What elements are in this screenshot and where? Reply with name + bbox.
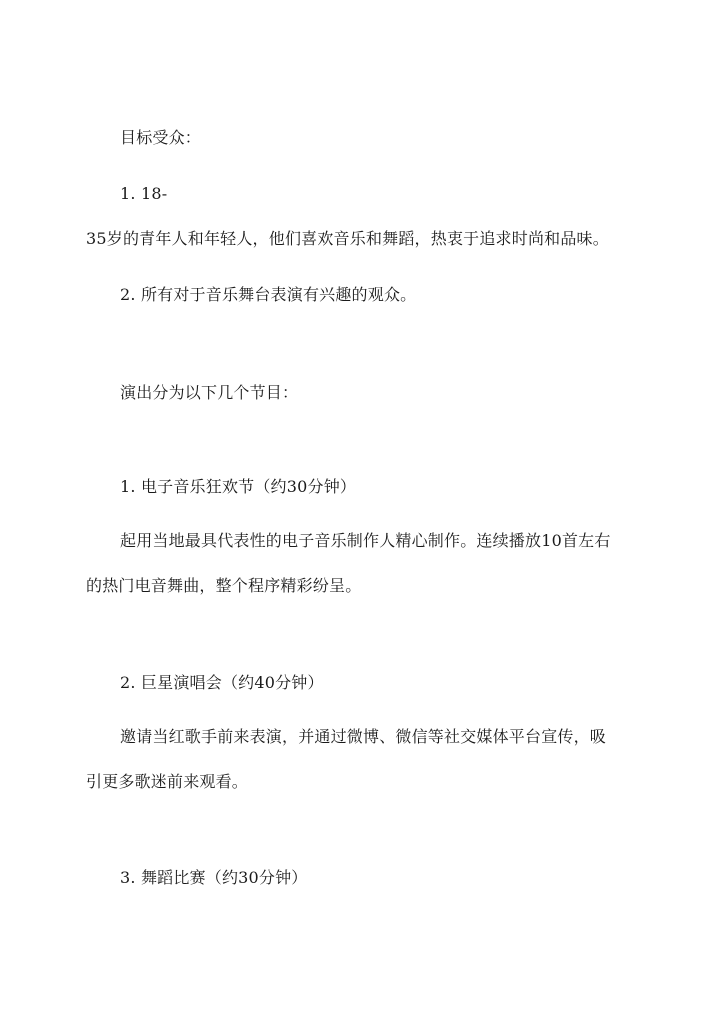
program-2-desc-line-1: 邀请当红歌手前来表演，并通过微博、微信等社交媒体平台宣传，吸 <box>120 727 607 746</box>
audience-item-1-line-1: 1. 18- <box>120 184 168 203</box>
program-1-desc-line-2: 的热门电音舞曲，整个程序精彩纷呈。 <box>86 576 362 595</box>
program-2-title: 2. 巨星演唱会（约40分钟） <box>120 673 324 692</box>
program-intro: 演出分为以下几个节目： <box>120 383 299 402</box>
audience-item-2: 2. 所有对于音乐舞台表演有兴趣的观众。 <box>120 285 417 304</box>
audience-item-1-line-2: 35岁的青年人和年轻人，他们喜欢音乐和舞蹈，热衷于追求时尚和品味。 <box>86 229 609 248</box>
program-1-title: 1. 电子音乐狂欢节（约30分钟） <box>120 477 357 496</box>
program-2-desc-line-2: 引更多歌迷前来观看。 <box>86 772 249 791</box>
audience-heading: 目标受众： <box>120 128 202 147</box>
program-1-desc-line-1: 起用当地最具代表性的电子音乐制作人精心制作。连续播放10首左右 <box>120 531 611 550</box>
program-3-title: 3. 舞蹈比赛（约30分钟） <box>120 868 308 887</box>
